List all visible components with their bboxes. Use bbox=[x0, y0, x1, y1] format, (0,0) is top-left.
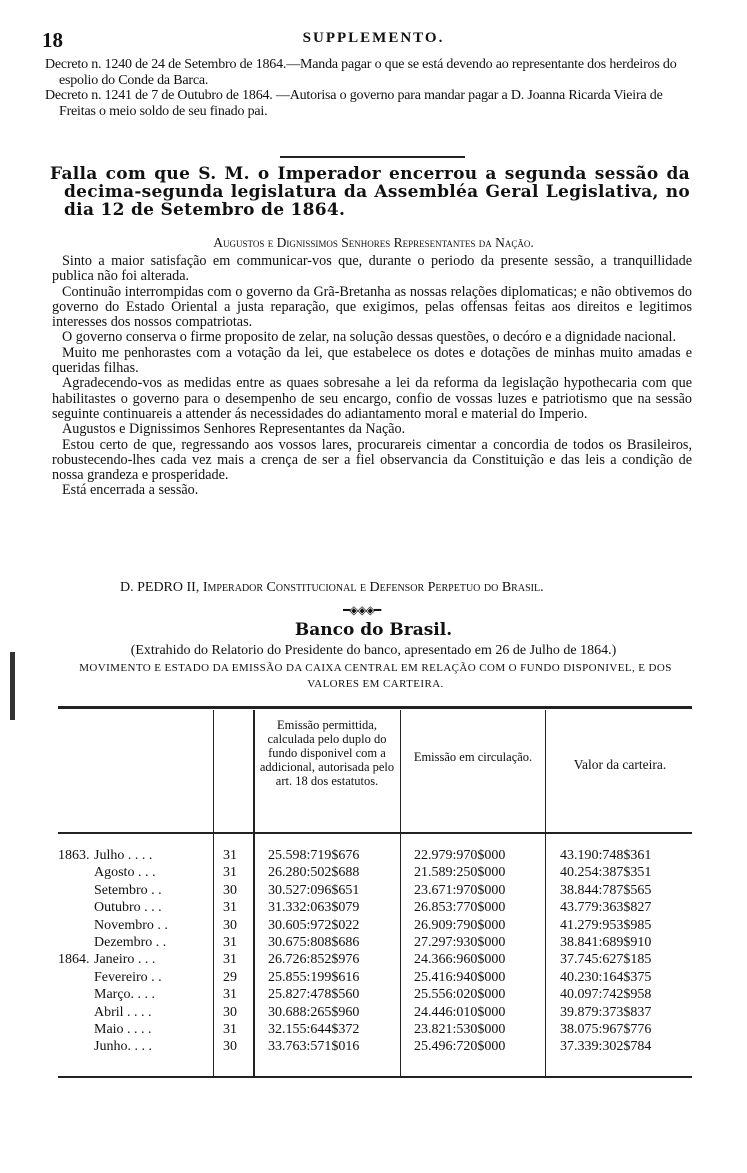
month-cell: Fevereiro . . bbox=[94, 969, 162, 985]
table-row bbox=[58, 1039, 692, 1056]
table-row bbox=[58, 952, 692, 969]
circulation-cell: 27.297:930$000 bbox=[414, 935, 506, 950]
month-cell: Maio . . . . bbox=[94, 1022, 152, 1037]
days-cell: 31 bbox=[223, 1022, 237, 1037]
table-row bbox=[58, 987, 692, 1004]
permitted-cell: 30.675:808$686 bbox=[268, 935, 360, 950]
page-number: 18 bbox=[42, 28, 63, 52]
header-portfolio: Valor da carteira. bbox=[573, 757, 667, 772]
table-row bbox=[58, 900, 692, 917]
month-cell: Janeiro . . . bbox=[94, 952, 156, 968]
month-cell: Novembro . . bbox=[94, 917, 168, 933]
permitted-cell: 25.855:199$616 bbox=[268, 969, 360, 985]
paragraph: Está encerrada a sessão. bbox=[62, 482, 199, 499]
permitted-cell: 25.827:478$560 bbox=[268, 987, 360, 1003]
portfolio-cell: 41.279:953$985 bbox=[560, 917, 652, 933]
table-title: MOVIMENTO E ESTADO DA EMISSÃO DA CAIXA CENTRAL EM RELAÇÃO COM O FUNDO DISPONIVEL, E DOS VALORES EM CARTEIRA. bbox=[79, 662, 672, 690]
portfolio-cell: 38.841:689$910 bbox=[560, 935, 652, 950]
permitted-cell: 26.726:852$976 bbox=[268, 952, 360, 968]
paragraph: Agradecendo-vos as medidas entre as quaes sobresahe a lei da reforma da legislação hypothecaria com que habilitastes o governo para o desempenho de seu encargo, confio de vossas luzes e patriotismo que na sessão seguinte continuareis a attender ás necessidades do adiantamento moral e material do Imperio. bbox=[52, 375, 692, 422]
header-circulation: Emissão em circulação. bbox=[413, 750, 533, 764]
permitted-cell: 30.605:972$022 bbox=[268, 917, 360, 933]
permitted-cell: 26.280:502$688 bbox=[268, 865, 360, 881]
portfolio-cell: 40.230:164$375 bbox=[560, 969, 652, 985]
header-rule bbox=[58, 832, 692, 834]
portfolio-cell: 38.075:967$776 bbox=[560, 1022, 652, 1037]
paragraph: Augustos e Dignissimos Senhores Representantes da Nação. bbox=[62, 421, 406, 438]
table-row bbox=[58, 1022, 692, 1039]
portfolio-cell: 40.097:742$958 bbox=[560, 987, 652, 1003]
circulation-cell: 24.366:960$000 bbox=[414, 952, 506, 968]
paragraph: Estou certo de que, regressando aos vossos lares, procurareis cimentar a concordia de todos os Brasileiros, robustecendo-lhes cada vez mais a crença de ser a fiel observancia da Constituição e das leis a condição de nossa grandeza e prosperidade. bbox=[52, 436, 692, 484]
header-permitted: Emissão permittida, calculada pelo duplo do fundo disponivel com a addicional, autorisada pelo art. 18 dos estatutos. bbox=[259, 718, 395, 788]
portfolio-cell: 37.745:627$185 bbox=[560, 952, 652, 968]
permitted-cell: 33.763:571$016 bbox=[268, 1039, 360, 1055]
days-cell: 31 bbox=[223, 952, 237, 968]
scan-artifact bbox=[10, 652, 15, 720]
days-cell: 31 bbox=[223, 900, 237, 916]
days-cell: 31 bbox=[223, 935, 237, 950]
speech-title bbox=[50, 165, 690, 219]
permitted-cell: 25.598:719$676 bbox=[268, 848, 360, 863]
portfolio-cell: 43.190:748$361 bbox=[560, 848, 652, 863]
days-cell: 30 bbox=[223, 882, 237, 898]
speech-body bbox=[52, 254, 692, 499]
month-cell: Março. . . . bbox=[94, 987, 156, 1003]
permitted-cell: 32.155:644$372 bbox=[268, 1022, 360, 1037]
circulation-cell: 23.671:970$000 bbox=[414, 882, 506, 898]
circulation-cell: 25.496:720$000 bbox=[414, 1039, 506, 1055]
circulation-cell: 26.853:770$000 bbox=[414, 900, 506, 916]
table-row bbox=[58, 935, 692, 952]
table-row bbox=[58, 883, 692, 900]
table-row bbox=[58, 1005, 692, 1022]
month-cell: Setembro . . bbox=[94, 882, 162, 898]
ornament-divider: ━◈◈◈━ bbox=[343, 603, 381, 617]
speech-title-text: Falla com que S. M. o Imperador encerrou a segunda sessão da decima-segunda legislatura da Assembléa Geral Legislativa, no dia 12 de Setembro de 1864. bbox=[50, 164, 690, 220]
circulation-cell: 26.909:790$000 bbox=[414, 917, 506, 933]
decrees bbox=[45, 57, 695, 119]
days-cell: 30 bbox=[223, 917, 237, 933]
table-row bbox=[58, 918, 692, 935]
days-cell: 29 bbox=[223, 969, 237, 985]
month-cell: Dezembro . . bbox=[94, 935, 167, 950]
table-top-rule bbox=[58, 706, 692, 709]
circulation-cell: 23.821:530$000 bbox=[414, 1022, 506, 1037]
circulation-cell: 25.416:940$000 bbox=[414, 969, 506, 985]
month-cell: Abril . . . . bbox=[94, 1004, 152, 1020]
bank-title: Banco do Brasil. bbox=[294, 620, 453, 640]
table-row bbox=[58, 865, 692, 882]
divider bbox=[280, 156, 465, 158]
table-bottom-rule bbox=[58, 1076, 692, 1078]
circulation-cell: 24.446:010$000 bbox=[414, 1004, 506, 1020]
decree: Decreto n. 1241 de 7 de Outubro de 1864. —Autorisa o governo para mandar pagar a D. Joanna Ricarda Vieira de Freitas o meio soldo de seu finado pai. bbox=[45, 88, 663, 119]
bank-source: (Extrahido do Relatorio do Presidente do banco, apresentado em 26 de Julho de 1864.) bbox=[130, 643, 617, 658]
portfolio-cell: 43.779:363$827 bbox=[560, 900, 652, 916]
permitted-cell: 30.688:265$960 bbox=[268, 1004, 360, 1020]
table-row bbox=[58, 848, 692, 865]
table-row bbox=[58, 970, 692, 987]
days-cell: 30 bbox=[223, 1039, 237, 1055]
portfolio-cell: 39.879:373$837 bbox=[560, 1004, 652, 1020]
decree: Decreto n. 1240 de 24 de Setembro de 1864.—Manda pagar o que se está devendo ao representante dos herdeiros do espolio do Conde da Barca. bbox=[45, 57, 677, 88]
portfolio-cell: 37.339:302$784 bbox=[560, 1039, 652, 1055]
permitted-cell: 31.332:063$079 bbox=[268, 900, 360, 916]
month-cell: Julho . . . . bbox=[94, 848, 153, 863]
circulation-cell: 22.979:970$000 bbox=[414, 848, 506, 863]
salutation: Augustos e Dignissimos Senhores Representantes da Nação. bbox=[213, 235, 534, 250]
days-cell: 31 bbox=[223, 848, 237, 863]
paragraph: Muito me penhorastes com a votação da lei, que estabelece os dotes e dotações de minhas muito amadas e queridas filhas. bbox=[52, 344, 692, 377]
days-cell: 30 bbox=[223, 1004, 237, 1020]
days-cell: 31 bbox=[223, 865, 237, 881]
paragraph: Sinto a maior satisfação em communicar-vos que, durante o periodo da presente sessão, a tranquillidade publica não foi alterada. bbox=[52, 253, 692, 285]
running-head: SUPPLEMENTO. bbox=[302, 30, 445, 46]
month-cell: Outubro . . . bbox=[94, 900, 162, 916]
circulation-cell: 21.589:250$000 bbox=[414, 865, 506, 881]
days-cell: 31 bbox=[223, 987, 237, 1003]
permitted-cell: 30.527:096$651 bbox=[268, 882, 360, 898]
portfolio-cell: 38.844:787$565 bbox=[560, 882, 652, 898]
circulation-cell: 25.556:020$000 bbox=[414, 987, 506, 1003]
month-cell: Agosto . . . bbox=[94, 865, 156, 881]
year-cell: 1863. bbox=[58, 848, 90, 863]
paragraph: O governo conserva o firme proposito de zelar, na solução dessas questões, o decóro e a dignidade nacional. bbox=[62, 329, 677, 346]
year-cell: 1864. bbox=[58, 952, 90, 968]
signature: D. PEDRO II, Imperador Constitucional e Defensor Perpetuo do Brasil. bbox=[120, 580, 544, 595]
paragraph: Continuão interrompidas com o governo da Grã-Bretanha as nossas relações diplomaticas; e não obtivemos do governo do Estado Oriental a justa reparação, que exigimos, pelas offensas feitas aos direitos e legitimos interesses dos nossos compatriotas. bbox=[52, 283, 692, 331]
month-cell: Junho. . . . bbox=[94, 1039, 152, 1055]
portfolio-cell: 40.254:387$351 bbox=[560, 865, 652, 881]
